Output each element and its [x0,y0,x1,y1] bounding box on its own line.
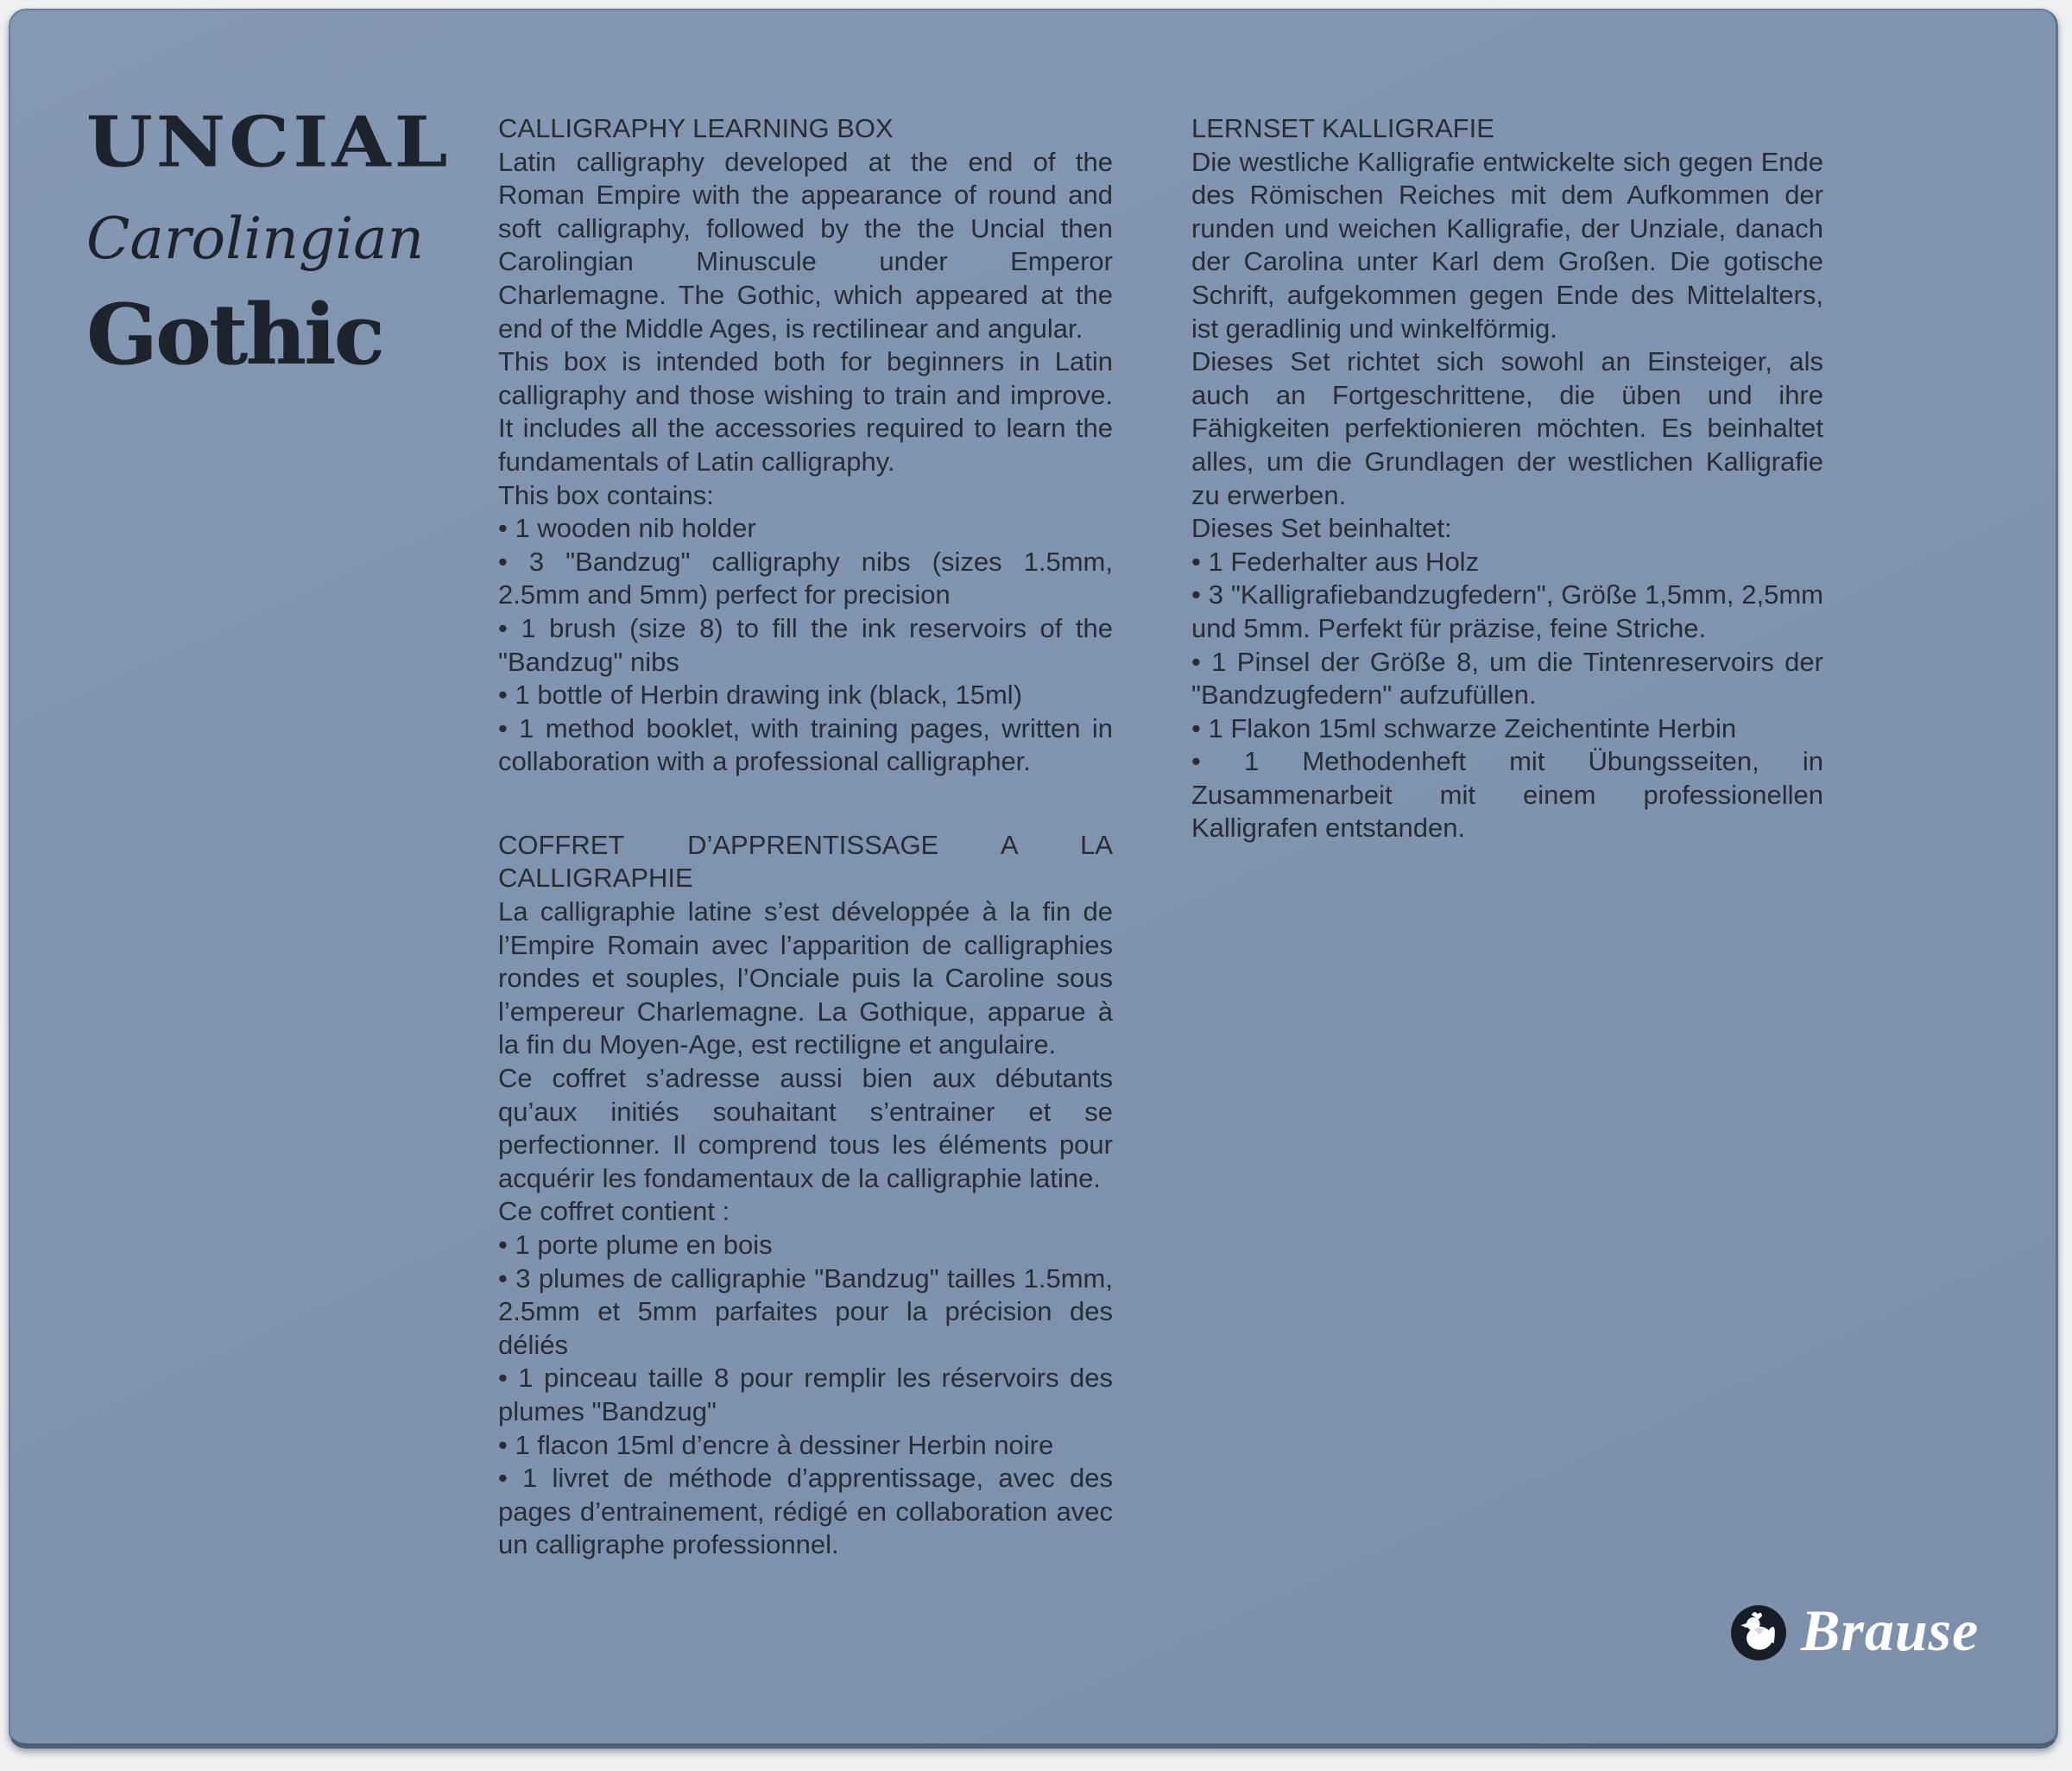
french-section [498,829,1113,1562]
german-contents-list [1191,546,1823,845]
carolingian-script-sample: Carolingian [86,206,425,272]
list-item: • 1 bottle of Herbin drawing ink (black, 15ml) [498,680,1023,711]
gothic-script-sample: Gothic [86,286,383,383]
brand-wordmark: Brause [1801,1597,1980,1663]
package-back-panel [9,9,2058,1749]
rooster-icon [1730,1604,1787,1661]
section-spacer [498,779,1113,829]
english-paragraph: This box is intended both for beginners in Latin calligraphy and those wishing to train and improve. It includes all the accessories required to learn the fundamentals of Latin calligraphy. [498,346,1113,477]
german-paragraph: Dieses Set richtet sich sowohl an Einsteiger, als auch an Fortgeschrittene, die üben und ihre Fähigkeiten perfektionieren möchten. Es beinhaltet alles, um die Grundlagen der westlichen Kalligrafie zu erwerben. [1191,346,1823,510]
list-item: • 1 method booklet, with training pages, written in collaboration with a professional calligrapher. [498,712,1113,777]
french-paragraph: La calligraphie latine s’est développée à la fin de l’Empire Romain avec l’apparition de calligraphies rondes et souples, l’Onciale puis la Caroline sous l’empereur Charlemagne. La Gothique, apparue à la fin du Moyen-Age, est rectiligne et angulaire. [498,896,1113,1060]
list-item: • 1 Methodenheft mit Übungsseiten, in Zusammenarbeit mit einem professionellen Kalligrafen entstanden. [1191,746,1823,844]
german-paragraph: Die westliche Kalligrafie entwickelte sich gegen Ende des Römischen Reiches mit dem Aufkommen der runden und weichen Kalligrafie, der Unziale, danach der Carolina unter Karl dem Großen. Die gotische Schrift, aufgekommen gegen Ende des Mittelalters, ist geradlinig und winkelförmig. [1191,146,1823,344]
list-item: • 3 "Kalligrafiebandzugfedern", Größe 1,5mm, 2,5mm und 5mm. Perfekt für präzise, feine Striche. [1191,579,1823,643]
english-contents-list [498,512,1113,779]
list-item: • 3 "Bandzug" calligraphy nibs (sizes 1.5mm, 2.5mm and 5mm) perfect for precision [498,546,1113,610]
list-item: • 1 Pinsel der Größe 8, um die Tintenreservoirs der "Bandzugfedern" aufzufüllen. [1191,646,1823,711]
list-item: • 1 Federhalter aus Holz [1191,546,1480,577]
german-section [1191,112,1823,845]
english-french-column [498,112,1113,1562]
list-item: • 1 flacon 15ml d’encre à dessiner Herbin noire [498,1429,1054,1460]
english-contains-label: This box contains: [498,479,714,510]
calligraphy-script-samples [86,100,452,383]
german-contains-label: Dieses Set beinhaltet: [1191,513,1452,544]
list-item: • 1 pinceau taille 8 pour remplir les réservoirs des plumes "Bandzug" [498,1363,1113,1426]
german-column [1191,112,1823,845]
list-item: • 1 livret de méthode d’apprentissage, avec des pages d’entrainement, rédigé en collaboration avec un calligraphe professionnel. [498,1463,1113,1560]
brause-logo [1730,1597,1980,1665]
french-contents-list [498,1229,1113,1562]
list-item: • 1 porte plume en bois [498,1230,773,1260]
list-item: • 3 plumes de calligraphie "Bandzug" tailles 1.5mm, 2.5mm et 5mm parfaites pour la précision des déliés [498,1262,1113,1360]
english-heading: CALLIGRAPHY LEARNING BOX [498,113,894,143]
list-item: • 1 Flakon 15ml schwarze Zeichentinte Herbin [1191,712,1737,743]
list-item: • 1 brush (size 8) to fill the ink reservoirs of the "Bandzug" nibs [498,612,1113,677]
german-heading: LERNSET KALLIGRAFIE [1191,113,1494,143]
french-heading: COFFRET D’APPRENTISSAGE A LA CALLIGRAPHIE [498,829,1113,894]
french-contains-label: Ce coffret contient : [498,1196,730,1227]
english-section [498,112,1113,779]
english-paragraph: Latin calligraphy developed at the end of the Roman Empire with the appearance of round and soft calligraphy, followed by the the Uncial then Carolingian Minuscule under Emperor Charlemagne. The Gothic, which appeared at the end of the Middle Ages, is rectilinear and angular. [498,146,1113,344]
uncial-script-sample: UNCIAL [86,100,452,183]
list-item: • 1 wooden nib holder [498,513,756,544]
french-paragraph: Ce coffret s’adresse aussi bien aux débutants qu’aux initiés souhaitant s’entrainer et se perfectionner. Il comprend tous les éléments pour acquérir les fondamentaux de la calligraphie latine. [498,1063,1113,1193]
